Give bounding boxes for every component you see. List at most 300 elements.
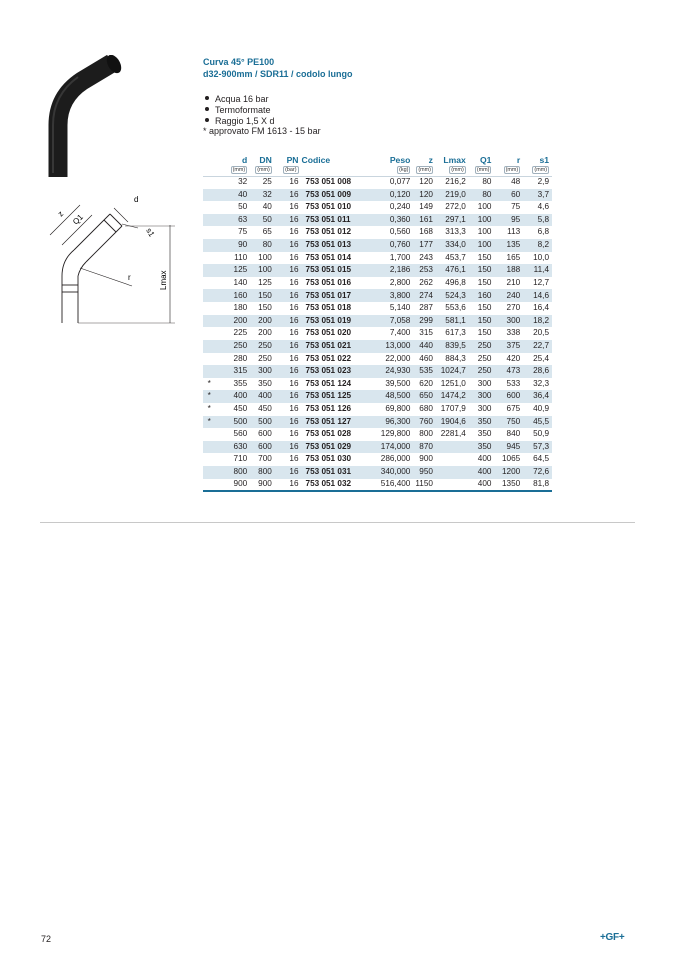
- cell-peso: 1,700: [389, 252, 411, 262]
- cell-mark: [203, 302, 215, 315]
- cell-lmax: 313,3: [445, 227, 466, 237]
- cell-dn: 100: [250, 264, 275, 277]
- cell-d: 400: [215, 390, 250, 403]
- drawing-label-r: r: [128, 273, 131, 282]
- cell-code: 753 051 013: [302, 239, 370, 252]
- cell-code: 753 051 028: [305, 429, 352, 439]
- cell-lmax: 1474,2: [436, 390, 469, 403]
- column-unit: [436, 165, 469, 176]
- column-unit: [369, 165, 413, 176]
- feature-item: [203, 105, 321, 116]
- cell-dn: 400: [250, 390, 275, 403]
- table-bottom-rule: [203, 491, 552, 492]
- column-header: Peso: [389, 154, 411, 165]
- cell-dn: 25: [262, 177, 272, 187]
- cell-r: 300: [494, 315, 523, 328]
- cell-mark: [203, 289, 215, 302]
- bullet-icon: [205, 107, 209, 111]
- cell-peso: 48,500: [369, 390, 413, 403]
- table-row: [203, 466, 552, 479]
- cell-dn: 80: [250, 239, 275, 252]
- cell-peso: 0,360: [369, 214, 413, 227]
- table-row: [203, 416, 552, 429]
- cell-z: 274: [413, 289, 436, 302]
- cell-mark: [203, 264, 215, 277]
- cell-pn: 16: [275, 365, 302, 378]
- cell-pn: 16: [289, 429, 299, 439]
- cell-lmax: 839,5: [436, 340, 469, 353]
- cell-s1: 32,3: [533, 378, 549, 388]
- cell-z: 168: [419, 227, 433, 237]
- cell-mark: [203, 315, 215, 328]
- cell-peso: 174,000: [369, 441, 413, 454]
- feature-text: Raggio 1,5 X d: [215, 115, 275, 126]
- cell-dn: 200: [250, 315, 275, 328]
- cell-z: 1150: [415, 479, 433, 489]
- table-row: [203, 315, 552, 328]
- cell-pn: 16: [289, 454, 299, 464]
- cell-r: 600: [494, 390, 523, 403]
- cell-mark: [203, 252, 215, 265]
- cell-code: 753 051 127: [302, 416, 370, 429]
- cell-r: 48: [511, 177, 521, 187]
- cell-mark: [203, 327, 215, 340]
- cell-r: 1200: [494, 466, 523, 479]
- cell-dn: 700: [258, 454, 272, 464]
- cell-z: 262: [419, 277, 433, 287]
- cell-dn: 500: [250, 416, 275, 429]
- cell-q1: 400: [469, 466, 495, 479]
- cell-peso: 13,000: [369, 340, 413, 353]
- cell-dn: 50: [250, 214, 275, 227]
- cell-s1: 36,4: [523, 390, 552, 403]
- cell-code: 753 051 015: [302, 264, 370, 277]
- cell-q1: 80: [482, 177, 492, 187]
- table-body: [203, 176, 552, 491]
- cell-lmax: 453,7: [445, 252, 466, 262]
- drawing-label-d: d: [134, 195, 139, 204]
- product-photo: [30, 55, 140, 185]
- cell-code: 753 051 030: [305, 454, 352, 464]
- table-row: [203, 176, 552, 189]
- cell-z: 900: [419, 454, 433, 464]
- cell-peso: 0,120: [369, 189, 413, 202]
- unit-label: (mm): [505, 167, 519, 173]
- cell-q1: 150: [477, 328, 492, 338]
- cell-lmax: 524,3: [436, 289, 469, 302]
- cell-code: 753 051 009: [302, 189, 370, 202]
- cell-r: 210: [506, 277, 521, 287]
- cell-lmax: [436, 466, 469, 479]
- cell-peso: 2,800: [389, 277, 411, 287]
- table-row: [203, 378, 552, 391]
- cell-pn: 16: [275, 264, 302, 277]
- cell-mark: [203, 353, 215, 366]
- cell-q1: 80: [469, 189, 495, 202]
- drawing-label-s1: s1: [144, 226, 157, 239]
- bullet-icon: [205, 96, 209, 100]
- cell-code: 753 051 017: [302, 289, 370, 302]
- cell-s1: 14,6: [523, 289, 552, 302]
- cell-q1: 150: [469, 315, 495, 328]
- cell-s1: 18,2: [523, 315, 552, 328]
- feature-text: Termoformate: [215, 104, 271, 115]
- cell-q1: 250: [469, 365, 495, 378]
- cell-mark: [203, 340, 215, 353]
- cell-pn: 16: [289, 479, 299, 489]
- table-row: [203, 226, 552, 239]
- cell-lmax: [436, 453, 469, 466]
- cell-mark: *: [207, 404, 211, 414]
- cell-q1: 400: [477, 479, 492, 489]
- cell-pn: 16: [275, 390, 302, 403]
- column-header: Lmax: [443, 154, 466, 165]
- cell-mark: [203, 428, 215, 441]
- cell-s1: 50,9: [533, 429, 549, 439]
- unit-label: (mm): [418, 167, 431, 173]
- table-header-row: [203, 153, 552, 165]
- cell-s1: 16,4: [533, 303, 549, 313]
- cell-lmax: 1707,9: [440, 404, 466, 414]
- cell-pn: 16: [289, 353, 299, 363]
- cell-code: 753 051 018: [305, 303, 352, 313]
- cell-lmax: 297,1: [436, 214, 469, 227]
- cell-code: 753 051 022: [305, 353, 352, 363]
- cell-dn: 150: [258, 303, 272, 313]
- cell-dn: 250: [250, 340, 275, 353]
- column-header: r: [516, 154, 521, 165]
- column-unit: [215, 165, 250, 176]
- cell-q1: 400: [477, 454, 492, 464]
- cell-code: 753 051 020: [305, 328, 352, 338]
- table-row: [203, 453, 552, 466]
- cell-r: 240: [494, 289, 523, 302]
- cell-r: 338: [506, 328, 521, 338]
- column-header: s1: [539, 154, 549, 165]
- cell-pn: 16: [275, 239, 302, 252]
- cell-code: 753 051 126: [305, 404, 352, 414]
- table-row: [203, 239, 552, 252]
- cell-peso: 0,077: [389, 177, 411, 187]
- cell-peso: 340,000: [369, 466, 413, 479]
- cell-q1: 100: [477, 227, 492, 237]
- cell-r: 165: [506, 252, 521, 262]
- cell-lmax: 2281,4: [440, 429, 466, 439]
- cell-d: 63: [215, 214, 250, 227]
- cell-s1: 5,8: [523, 214, 552, 227]
- cell-dn: 450: [258, 404, 272, 414]
- cell-z: 120: [419, 177, 433, 187]
- header-mark-cell: [203, 153, 215, 165]
- cell-mark: *: [207, 378, 211, 388]
- cell-dn: 100: [258, 252, 272, 262]
- cell-peso: 69,800: [385, 404, 411, 414]
- column-unit: [413, 165, 436, 176]
- cell-r: 1065: [501, 454, 521, 464]
- cell-pn: 16: [275, 214, 302, 227]
- table-row: [203, 403, 552, 416]
- cell-code: 753 051 010: [305, 202, 352, 212]
- cell-code: 753 051 012: [305, 227, 352, 237]
- cell-d: 140: [233, 277, 248, 287]
- cell-d: 160: [215, 289, 250, 302]
- cell-s1: 2,9: [537, 177, 549, 187]
- column-unit: [523, 165, 552, 176]
- cell-lmax: 581,1: [436, 315, 469, 328]
- cell-s1: 12,7: [533, 277, 549, 287]
- cell-peso: 7,058: [369, 315, 413, 328]
- cell-q1: 300: [477, 404, 492, 414]
- cell-s1: 25,4: [533, 353, 549, 363]
- cell-pn: 16: [275, 315, 302, 328]
- cell-lmax: 617,3: [445, 328, 466, 338]
- cell-q1: 100: [469, 214, 495, 227]
- cell-q1: 300: [469, 390, 495, 403]
- cell-code: 753 051 032: [305, 479, 352, 489]
- cell-z: 299: [413, 315, 436, 328]
- column-unit: [494, 165, 523, 176]
- cell-z: 440: [413, 340, 436, 353]
- cell-d: 315: [215, 365, 250, 378]
- cell-lmax: 1904,6: [436, 416, 469, 429]
- cell-r: 675: [506, 404, 521, 414]
- feature-text: * approvato FM 1613 - 15 bar: [203, 126, 321, 137]
- cell-r: 1350: [501, 479, 521, 489]
- cell-lmax: 219,0: [436, 189, 469, 202]
- cell-q1: 150: [469, 264, 495, 277]
- table-row: [203, 264, 552, 277]
- cell-z: 253: [413, 264, 436, 277]
- cell-d: 110: [234, 252, 248, 262]
- cell-r: 420: [506, 353, 521, 363]
- cell-lmax: 272,0: [445, 202, 466, 212]
- cell-r: 95: [494, 214, 523, 227]
- spec-table: [203, 153, 552, 492]
- unit-label: (mm): [476, 167, 490, 173]
- cell-lmax: [436, 479, 469, 492]
- cell-s1: 45,5: [523, 416, 552, 429]
- cell-s1: 40,9: [533, 404, 549, 414]
- cell-lmax: 1251,0: [440, 378, 466, 388]
- cell-dn: 350: [258, 378, 272, 388]
- cell-lmax: 476,1: [436, 264, 469, 277]
- cell-s1: 4,6: [537, 202, 549, 212]
- unit-label: (mm): [451, 167, 464, 173]
- cell-q1: 250: [469, 340, 495, 353]
- cell-d: 710: [233, 454, 248, 464]
- cell-mark: [203, 466, 215, 479]
- cell-z: 120: [413, 189, 436, 202]
- cell-d: 280: [233, 353, 248, 363]
- table-row: [203, 428, 552, 441]
- cell-z: 315: [419, 328, 433, 338]
- cell-z: 620: [419, 378, 433, 388]
- cell-d: 90: [215, 239, 250, 252]
- cell-peso: 0,240: [389, 202, 411, 212]
- cell-mark: [203, 453, 215, 466]
- cell-q1: 150: [477, 277, 492, 287]
- cell-peso: 24,930: [369, 365, 413, 378]
- page-number: 72: [41, 934, 52, 944]
- drawing-label-lmax: Lmax: [159, 270, 168, 290]
- cell-q1: 100: [469, 239, 495, 252]
- cell-q1: 150: [477, 252, 492, 262]
- cell-q1: 100: [477, 202, 492, 212]
- cell-dn: 125: [258, 277, 272, 287]
- cell-q1: 150: [477, 303, 492, 313]
- cell-code: 753 051 021: [302, 340, 370, 353]
- cell-z: 535: [413, 365, 436, 378]
- cell-pn: 16: [275, 189, 302, 202]
- cell-r: 840: [506, 429, 521, 439]
- cell-dn: 65: [262, 227, 272, 237]
- cell-code: 753 051 023: [302, 365, 370, 378]
- cell-peso: 3,800: [369, 289, 413, 302]
- cell-code: 753 051 124: [305, 378, 352, 388]
- cell-dn: 150: [250, 289, 275, 302]
- table-row: [203, 252, 552, 265]
- cell-pn: 16: [289, 252, 299, 262]
- gf-logo: +GF+: [600, 932, 625, 943]
- cell-mark: [203, 226, 215, 239]
- cell-dn: 250: [258, 353, 272, 363]
- cell-dn: 200: [258, 328, 272, 338]
- cell-d: 40: [215, 189, 250, 202]
- cell-q1: 350: [469, 416, 495, 429]
- cell-d: 450: [233, 404, 248, 414]
- table-row: [203, 479, 552, 492]
- cell-pn: 16: [275, 416, 302, 429]
- cell-pn: 16: [275, 340, 302, 353]
- cell-z: 161: [413, 214, 436, 227]
- table-row: [203, 302, 552, 315]
- cell-mark: *: [203, 390, 215, 403]
- cell-dn: 800: [250, 466, 275, 479]
- cell-r: 750: [494, 416, 523, 429]
- table-row: [203, 365, 552, 378]
- feature-item: [203, 126, 321, 137]
- cell-mark: [203, 214, 215, 227]
- cell-d: 200: [215, 315, 250, 328]
- cell-code: 753 051 011: [302, 214, 370, 227]
- cell-lmax: [436, 441, 469, 454]
- cell-z: 460: [419, 353, 433, 363]
- technical-drawing: [40, 190, 190, 330]
- cell-s1: 8,2: [523, 239, 552, 252]
- cell-z: 680: [419, 404, 433, 414]
- cell-s1: 72,6: [523, 466, 552, 479]
- cell-mark: [203, 239, 215, 252]
- cell-s1: 11,4: [523, 264, 552, 277]
- cell-s1: 64,5: [533, 454, 549, 464]
- cell-peso: 0,560: [389, 227, 411, 237]
- column-header: DN: [259, 154, 272, 165]
- cell-code: 753 051 019: [302, 315, 370, 328]
- cell-lmax: 553,6: [445, 303, 466, 313]
- cell-q1: 160: [469, 289, 495, 302]
- table-row: [203, 353, 552, 366]
- cell-pn: 16: [289, 328, 299, 338]
- drawing-label-z: z: [56, 209, 66, 219]
- title-line-1: Curva 45° PE100: [203, 57, 275, 67]
- title-line-2: d32-900mm / SDR11 / codolo lungo: [203, 68, 353, 79]
- cell-dn: 300: [250, 365, 275, 378]
- cell-d: 630: [215, 441, 250, 454]
- cell-mark: [203, 479, 215, 492]
- cell-d: 800: [215, 466, 250, 479]
- cell-pn: 16: [289, 177, 299, 187]
- feature-text: Acqua 16 bar: [215, 94, 269, 104]
- cell-dn: 600: [250, 441, 275, 454]
- feature-item: [203, 116, 321, 127]
- cell-peso: 39,500: [385, 378, 411, 388]
- cell-code: 753 051 031: [302, 466, 370, 479]
- column-header: Q1: [479, 154, 492, 165]
- cell-s1: 81,8: [533, 479, 549, 489]
- cell-peso: 2,186: [369, 264, 413, 277]
- cell-d: 50: [238, 202, 248, 212]
- cell-d: 125: [215, 264, 250, 277]
- cell-s1: 20,5: [533, 328, 549, 338]
- table-row: [203, 189, 552, 202]
- cell-pn: 16: [289, 404, 299, 414]
- cell-peso: 516,400: [380, 479, 411, 489]
- cell-d: 180: [233, 303, 248, 313]
- table-row: [203, 327, 552, 340]
- cell-s1: 22,7: [523, 340, 552, 353]
- cell-r: 533: [506, 378, 521, 388]
- cell-code: 753 051 029: [302, 441, 370, 454]
- cell-d: 75: [238, 227, 248, 237]
- cell-peso: 129,800: [380, 429, 411, 439]
- table-row: [203, 340, 552, 353]
- cell-d: 560: [233, 429, 248, 439]
- column-header: Codice: [301, 154, 331, 165]
- unit-label: (mm): [232, 167, 246, 173]
- column-unit: [275, 165, 302, 176]
- cell-z: 650: [413, 390, 436, 403]
- cell-mark: [203, 365, 215, 378]
- cell-d: 500: [215, 416, 250, 429]
- cell-pn: 16: [289, 227, 299, 237]
- cell-q1: 350: [477, 429, 492, 439]
- cell-s1: 3,7: [523, 189, 552, 202]
- cell-peso: 0,760: [369, 239, 413, 252]
- cell-z: 243: [419, 252, 433, 262]
- cell-d: 250: [215, 340, 250, 353]
- cell-r: 375: [494, 340, 523, 353]
- table-row: [203, 441, 552, 454]
- section-divider: [40, 522, 635, 523]
- cell-mark: [203, 277, 215, 290]
- cell-r: 75: [511, 202, 521, 212]
- cell-s1: 6,8: [537, 227, 549, 237]
- table-row: [203, 289, 552, 302]
- cell-s1: 28,6: [523, 365, 552, 378]
- cell-pn: 16: [289, 277, 299, 287]
- cell-peso: 96,300: [369, 416, 413, 429]
- cell-peso: 5,140: [389, 303, 411, 313]
- column-unit: [250, 165, 275, 176]
- table-row: [203, 214, 552, 227]
- cell-pn: 16: [289, 303, 299, 313]
- table-units-row: [203, 165, 552, 176]
- cell-z: 870: [413, 441, 436, 454]
- unit-mark-cell: [203, 165, 215, 176]
- column-unit: [302, 165, 370, 176]
- cell-peso: 22,000: [385, 353, 411, 363]
- cell-pn: 16: [289, 378, 299, 388]
